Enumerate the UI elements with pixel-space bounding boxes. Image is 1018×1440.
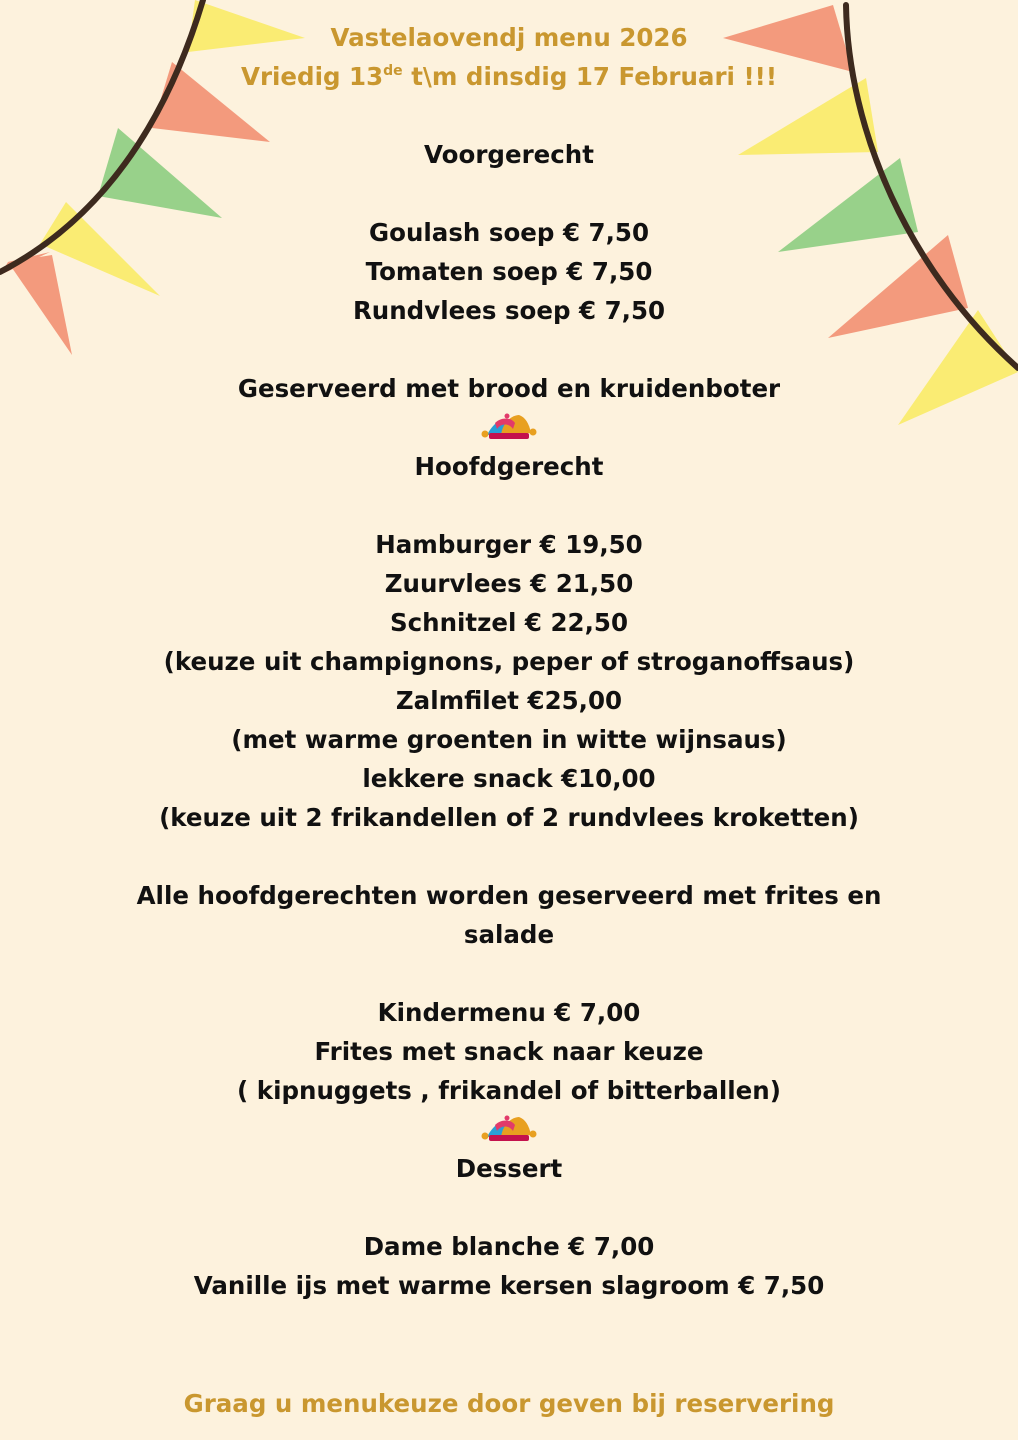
section-note: Geserveerd met brood en kruidenboter (237, 374, 781, 403)
menu-item-note: (keuze uit 2 frikandellen of 2 rundvlees kroketten) (159, 803, 859, 832)
kindermenu-line: ( kipnuggets , frikandel of bitterballen) (237, 1076, 781, 1105)
section-heading-hoofdgerecht: Hoofdgerecht (414, 452, 604, 481)
jester-hat-icon (0, 1110, 1018, 1149)
menu-title: Vastelaovendj menu 2026 (330, 23, 688, 52)
menu-item: Goulash soep € 7,50 (369, 218, 649, 247)
section-note: salade (463, 920, 555, 949)
menu-item-note: (keuze uit champignons, peper of stroganoffsaus) (163, 647, 855, 676)
kindermenu-title: Kindermenu € 7,00 (377, 998, 641, 1027)
reservation-footer: Graag u menukeuze door geven bij reservering (183, 1389, 835, 1418)
menu-content (0, 18, 1018, 1305)
menu-item: Tomaten soep € 7,50 (365, 257, 653, 286)
jester-hat-icon (0, 408, 1018, 447)
section-note: Alle hoofdgerechten worden geserveerd met frites en (136, 881, 882, 910)
menu-item: Vanille ijs met warme kersen slagroom € 7,50 (193, 1271, 825, 1300)
menu-item: Rundvlees soep € 7,50 (352, 296, 666, 325)
menu-item-note: (met warme groenten in witte wijnsaus) (231, 725, 787, 754)
menu-item: Zalmfilet €25,00 (395, 686, 623, 715)
menu-item: Hamburger € 19,50 (375, 530, 643, 559)
menu-item: Schnitzel € 22,50 (389, 608, 629, 637)
menu-dates: Vriedig 13de t\m dinsdig 17 Februari !!! (240, 62, 777, 91)
section-heading-voorgerecht: Voorgerecht (424, 140, 594, 169)
menu-item: Zuurvlees € 21,50 (384, 569, 634, 598)
section-heading-dessert: Dessert (455, 1154, 563, 1183)
menu-item: Dame blanche € 7,00 (363, 1232, 655, 1261)
menu-item: lekkere snack €10,00 (362, 764, 656, 793)
kindermenu-line: Frites met snack naar keuze (314, 1037, 704, 1066)
